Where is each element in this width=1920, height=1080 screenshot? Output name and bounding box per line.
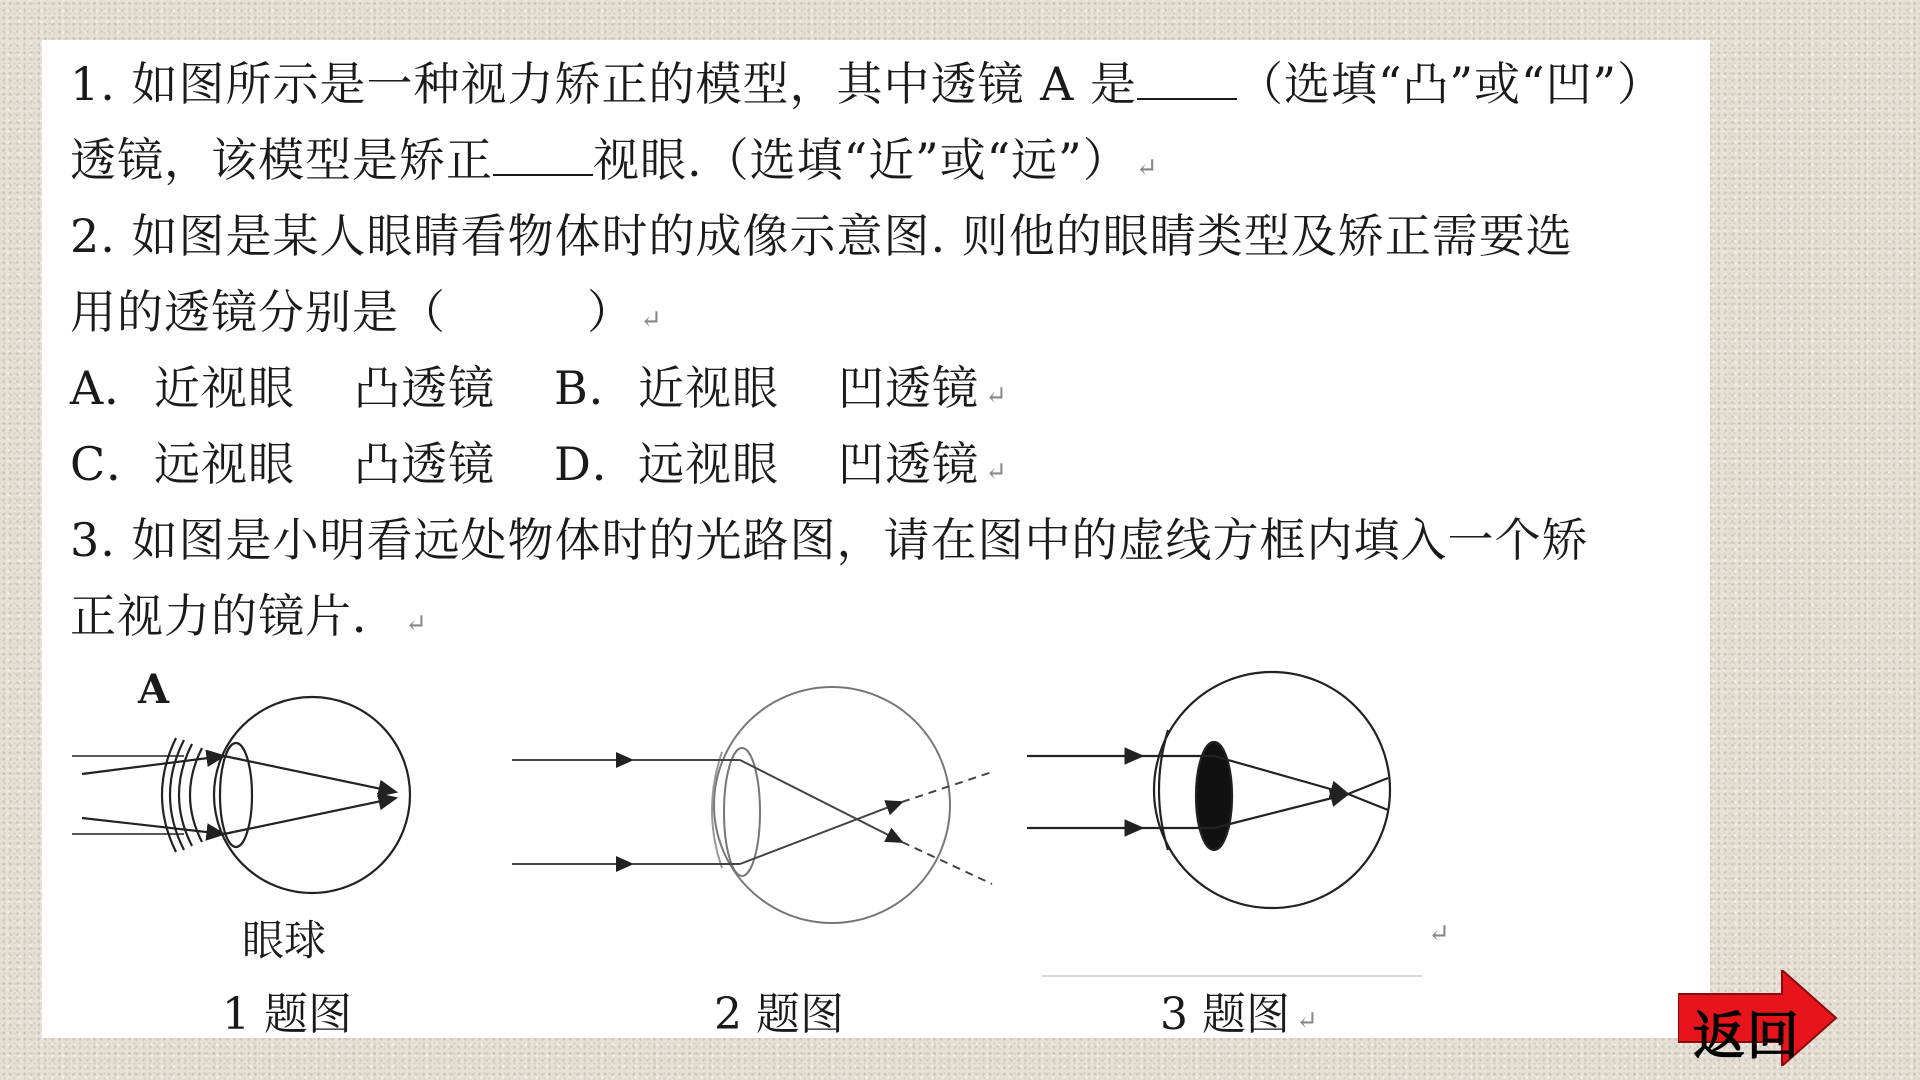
- option-a-lens: 凸透镜: [354, 361, 495, 415]
- option-c-label: C．: [70, 437, 154, 491]
- option-d-lens: 凹透镜: [838, 437, 979, 491]
- eyeball-label: 眼球: [242, 916, 327, 965]
- q1-text-b: （选填“凸”或“凹”）: [1236, 57, 1665, 111]
- option-b-lens: 凹透镜: [838, 361, 979, 415]
- q2-options-row2: [70, 436, 1008, 500]
- figure-2-diagram: [512, 687, 992, 923]
- q2-line2: [70, 284, 663, 348]
- figure-1-caption: 1 题图: [222, 989, 352, 1040]
- q1-line1: [70, 56, 1664, 112]
- return-mark: ↵: [985, 381, 1008, 411]
- q1-text-a: 1. 如图所示是一种视力矫正的模型，其中透镜 A 是: [70, 57, 1137, 111]
- option-c-eye: 远视眼: [154, 437, 295, 491]
- option-a-eye: 近视眼: [154, 361, 295, 415]
- q1-text-d: 视眼.（选填“近”或“远”）: [593, 133, 1130, 187]
- q3-line2: [70, 588, 428, 652]
- return-mark: ↵: [640, 305, 663, 335]
- figure-1-diagram: [72, 697, 410, 893]
- back-button[interactable]: [1678, 970, 1838, 1066]
- figure-3-diagram: [1027, 672, 1422, 976]
- return-mark: ↵: [985, 457, 1008, 487]
- q1-blank-lens-type: [1137, 60, 1237, 100]
- return-mark: ↵: [1295, 1006, 1318, 1036]
- figure-return-mark: [1422, 902, 1450, 953]
- lens-a-label: A: [138, 666, 170, 713]
- option-d-label: D．: [554, 437, 639, 491]
- option-c-lens: 凸透镜: [354, 437, 495, 491]
- return-mark: ↵: [405, 609, 428, 639]
- return-mark: ↵: [1428, 919, 1450, 949]
- q1-blank-eye-type: [493, 136, 593, 176]
- q2-text: 用的透镜分别是（ ）: [70, 285, 634, 339]
- return-mark: ↵: [1135, 153, 1159, 183]
- q2-line1: 2. 如图是某人眼睛看物体时的成像示意图. 则他的眼睛类型及矫正需要选: [70, 209, 1573, 263]
- option-a-label: A．: [70, 361, 152, 415]
- q3-line1: 3. 如图是小明看远处物体时的光路图，请在图中的虚线方框内填入一个矫: [70, 513, 1589, 567]
- q1-line2: [70, 132, 1159, 196]
- figure-3-caption-text: 3 题图: [1160, 989, 1290, 1040]
- back-button-label: 返回: [1692, 1007, 1801, 1067]
- figure-2-caption: 2 题图: [714, 989, 844, 1040]
- q2-options-row1: [70, 360, 1008, 424]
- figures-area: [42, 660, 1710, 1040]
- option-d-eye: 远视眼: [638, 437, 779, 491]
- option-b-label: B．: [554, 361, 636, 415]
- figure-3-caption: [1160, 978, 1318, 1042]
- q3-text: 正视力的镜片．: [70, 589, 399, 643]
- question-card: [42, 40, 1710, 1038]
- q1-text-c: 透镜，该模型是矫正: [70, 133, 493, 187]
- option-b-eye: 近视眼: [638, 361, 779, 415]
